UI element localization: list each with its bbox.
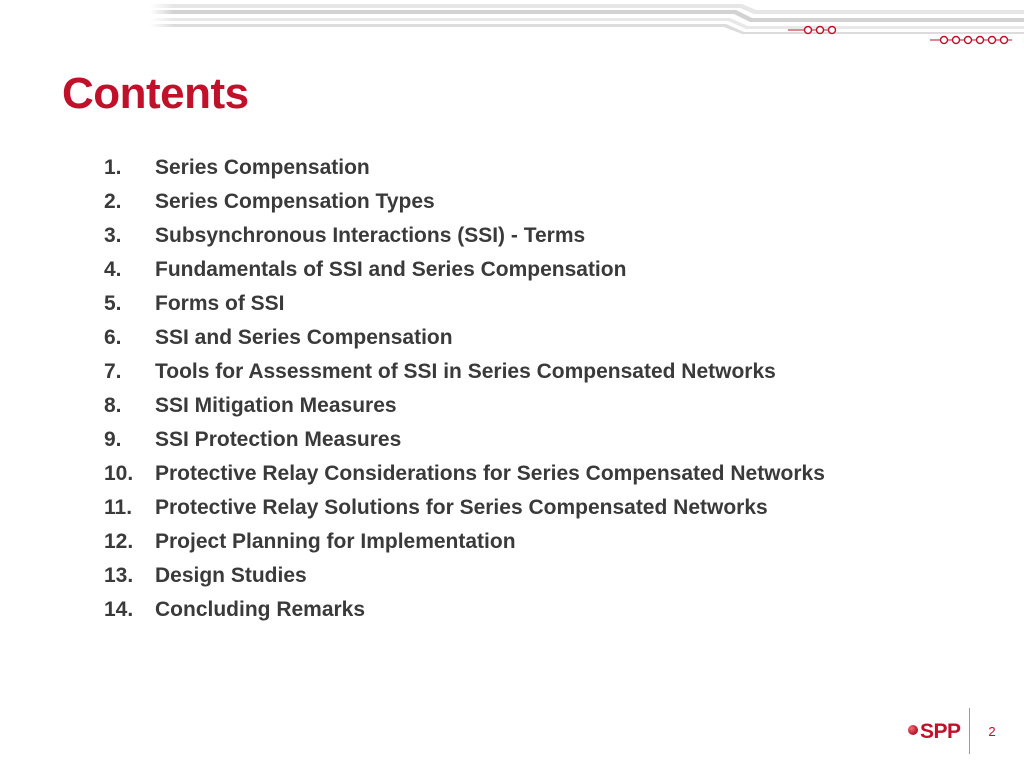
item-text: Concluding Remarks (155, 598, 366, 621)
item-number: 7. (104, 360, 122, 383)
item-text: Series Compensation Types (155, 190, 435, 213)
item-text: Tools for Assessment of SSI in Series Compensated Networks (155, 360, 776, 383)
item-text: Project Planning for Implementation (155, 530, 516, 553)
slide-title: Contents (62, 69, 249, 118)
list-item (104, 457, 825, 491)
item-text: SSI and Series Compensation (155, 326, 453, 349)
dot-chain-large (930, 37, 1012, 44)
item-number: 8. (104, 394, 122, 417)
item-number: 5. (104, 292, 122, 315)
item-text: Protective Relay Considerations for Series Compensated Networks (155, 462, 825, 485)
header-stripes (150, 0, 1024, 40)
item-number: 12. (104, 530, 134, 553)
list-item (104, 389, 825, 423)
item-text: Series Compensation (155, 156, 370, 179)
item-number: 10. (104, 462, 134, 485)
item-text: Forms of SSI (155, 292, 285, 315)
list-item (104, 593, 825, 627)
list-item (104, 151, 825, 185)
item-number: 2. (104, 190, 122, 213)
list-item (104, 355, 825, 389)
list-item (104, 525, 825, 559)
item-number: 14. (104, 598, 134, 621)
item-text: Subsynchronous Interactions (SSI) - Terms (155, 224, 586, 247)
contents-list (104, 151, 825, 627)
item-text: Fundamentals of SSI and Series Compensation (155, 258, 627, 281)
item-number: 11. (104, 496, 133, 519)
list-item (104, 219, 825, 253)
list-item (104, 185, 825, 219)
list-item (104, 559, 825, 593)
item-text: Design Studies (155, 564, 307, 587)
item-text: SSI Mitigation Measures (155, 394, 397, 417)
item-number: 13. (104, 564, 134, 587)
header-decoration (0, 0, 1024, 60)
footer-divider (969, 708, 970, 754)
list-item (104, 423, 825, 457)
logo-text: SPP (920, 720, 961, 743)
item-number: 1. (104, 156, 122, 179)
item-number: 3. (104, 224, 122, 247)
item-text: SSI Protection Measures (155, 428, 402, 451)
list-item (104, 287, 825, 321)
list-item (104, 253, 825, 287)
item-number: 6. (104, 326, 122, 349)
item-number: 4. (104, 258, 122, 281)
spp-logo (908, 712, 961, 752)
item-number: 9. (104, 428, 122, 451)
item-text: Protective Relay Solutions for Series Compensated Networks (155, 496, 768, 519)
spp-logo-icon (908, 725, 918, 735)
page-number: 2 (988, 724, 996, 739)
list-item (104, 321, 825, 355)
list-item (104, 491, 825, 525)
